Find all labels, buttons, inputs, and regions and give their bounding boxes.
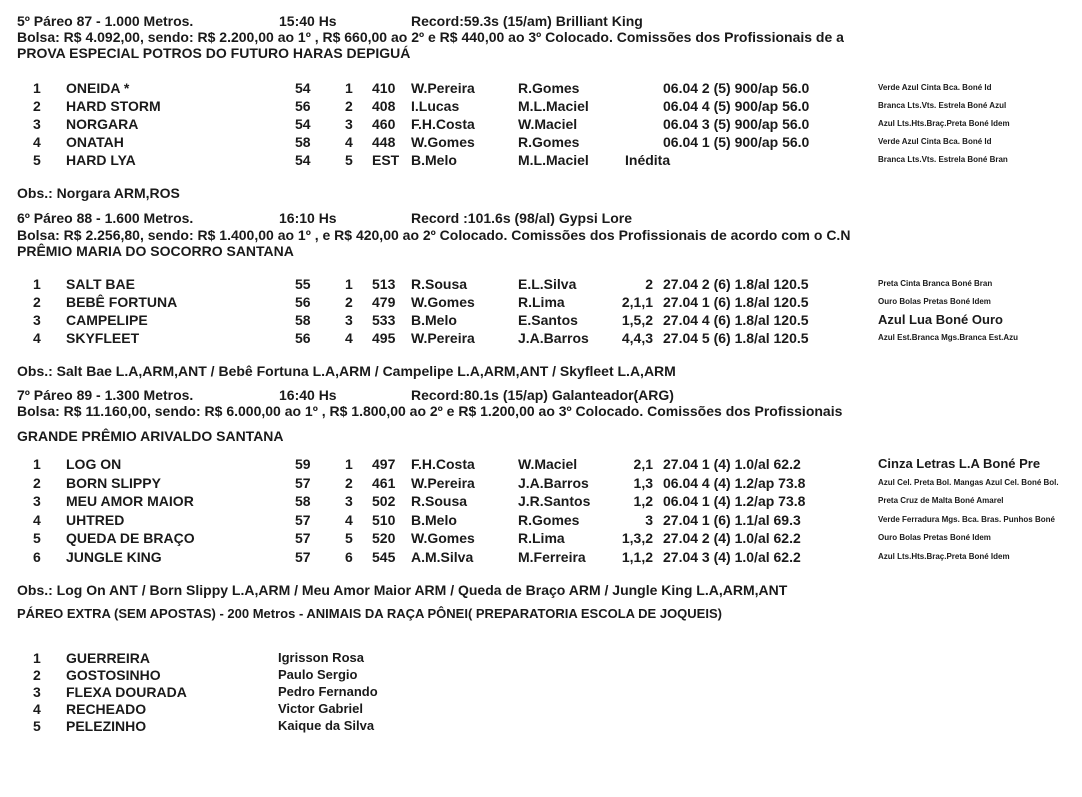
recent-form: 4,4,3	[621, 330, 653, 346]
horse-name: HARD STORM	[66, 98, 161, 114]
recent-form: 1,3,2	[621, 530, 653, 546]
horse-id: 461	[372, 474, 396, 491]
entry-number: 4	[33, 511, 41, 528]
entry-number: 2	[33, 474, 41, 491]
extra-entry-row	[0, 649, 400, 667]
last-race: 27.04 5 (6) 1.8/al 120.5	[663, 330, 809, 346]
jockey-name: I.Lucas	[411, 98, 460, 114]
jockey-name: B.Melo	[411, 152, 457, 168]
post-position: 1	[345, 456, 353, 472]
entry-row	[0, 311, 1082, 329]
race-title: 6º Páreo 88 - 1.600 Metros.	[17, 210, 194, 226]
entry-number: 1	[33, 456, 41, 472]
obs-text: Salt Bae L.A,ARM,ANT / Bebê Fortuna L.A,ARM / Campelipe L.A,ARM,ANT / Skyfleet L.A,ARM	[56, 363, 676, 379]
race-time: 16:10 Hs	[279, 210, 337, 226]
horse-id: 520	[372, 530, 396, 546]
horse-weight: 58	[295, 134, 311, 150]
horse-name: HARD LYA	[66, 152, 136, 168]
horse-weight: 56	[295, 98, 311, 114]
entry-row	[0, 97, 1082, 115]
trainer-name: M.L.Maciel	[518, 152, 589, 168]
horse-name: ONATAH	[66, 134, 124, 150]
horse-id: 497	[372, 456, 396, 472]
race-time: 15:40 Hs	[279, 13, 337, 29]
jockey-name: F.H.Costa	[411, 456, 475, 472]
extra-entry-row	[0, 666, 400, 684]
obs-text: Log On ANT / Born Slippy L.A,ARM / Meu Amor Maior ARM / Queda de Braço ARM / Jungle King L.A,ARM,ANT	[56, 582, 788, 598]
horse-name: FLEXA DOURADA	[66, 684, 187, 700]
jockey-name: W.Pereira	[411, 474, 475, 491]
silks-colors: Azul Lua Boné Ouro	[878, 312, 1003, 327]
jockey-name: R.Sousa	[411, 493, 468, 509]
silks-colors: Preta Cruz de Malta Boné Amarel	[878, 496, 1004, 505]
last-race: 06.04 1 (5) 900/ap 56.0	[663, 134, 810, 150]
entry-row	[0, 329, 1082, 347]
race-header	[17, 13, 643, 29]
trainer-name: R.Lima	[518, 530, 565, 546]
extra-entry-row	[0, 683, 400, 701]
horse-id: 545	[372, 548, 396, 565]
horse-name: UHTRED	[66, 511, 125, 528]
horse-weight: 54	[295, 80, 311, 96]
horse-name: JUNGLE KING	[66, 548, 162, 565]
post-position: 2	[345, 294, 353, 310]
entry-number: 2	[33, 667, 41, 683]
recent-form: 2,1,1	[621, 294, 653, 310]
entry-number: 5	[33, 530, 41, 546]
entry-row	[0, 492, 1082, 510]
jockey-name: W.Pereira	[411, 330, 475, 346]
horse-id: 533	[372, 312, 396, 328]
horse-name: QUEDA DE BRAÇO	[66, 530, 195, 546]
horse-id: 479	[372, 294, 396, 310]
horse-name: GOSTOSINHO	[66, 667, 161, 683]
entry-row	[0, 455, 1082, 473]
recent-form: 1,3	[633, 474, 653, 491]
jockey-name: W.Gomes	[411, 294, 475, 310]
entry-number: 1	[33, 650, 41, 666]
entry-number: 3	[33, 493, 41, 509]
entry-number: 5	[33, 718, 41, 734]
entry-row	[0, 548, 1082, 566]
horse-name: BEBÊ FORTUNA	[66, 294, 178, 310]
race-name: GRANDE PRÊMIO ARIVALDO SANTANA	[17, 428, 284, 444]
horse-weight: 57	[295, 511, 311, 528]
post-position: 3	[345, 493, 353, 509]
extra-race-title: PÁREO EXTRA (SEM APOSTAS) - 200 Metros - ANIMAIS DA RAÇA PÔNEI( PREPARATORIA ESCOLA DE JOQUEIS)	[17, 606, 722, 621]
horse-weight: 58	[295, 312, 311, 328]
horse-id: 410	[372, 80, 396, 96]
trainer-name: W.Maciel	[518, 116, 578, 132]
obs-label: Obs.:	[17, 185, 53, 201]
race-purse: Bolsa: R$ 11.160,00, sendo: R$ 6.000,00 ao 1º , R$ 1.800,00 ao 2º e R$ 1.200,00 ao 3º Colocado. Comissões dos Profissionais	[17, 403, 843, 419]
post-position: 5	[345, 152, 353, 168]
jockey-name: W.Pereira	[411, 80, 475, 96]
recent-form: Inédita	[625, 152, 671, 168]
horse-weight: 57	[295, 548, 311, 565]
horse-weight: 54	[295, 116, 311, 132]
entry-row	[0, 293, 1082, 311]
post-position: 6	[345, 548, 353, 565]
horse-name: BORN SLIPPY	[66, 474, 161, 491]
trainer-name: R.Gomes	[518, 134, 580, 150]
entry-number: 5	[33, 152, 41, 168]
last-race: 27.04 1 (6) 1.8/al 120.5	[663, 294, 809, 310]
horse-name: SALT BAE	[66, 276, 135, 292]
horse-name: GUERREIRA	[66, 650, 151, 666]
entry-row	[0, 474, 1082, 492]
horse-name: LOG ON	[66, 456, 122, 472]
jockey-name: B.Melo	[411, 511, 457, 528]
entry-number: 4	[33, 134, 41, 150]
silks-colors: Verde Azul Cinta Bca. Boné Id	[878, 137, 992, 146]
post-position: 5	[345, 530, 353, 546]
obs-label: Obs.:	[17, 363, 53, 379]
entry-row	[0, 275, 1082, 293]
trainer-name: J.R.Santos	[518, 493, 591, 509]
recent-form: 1,1,2	[621, 548, 653, 565]
post-position: 3	[345, 116, 353, 132]
horse-weight: 56	[295, 294, 311, 310]
horse-name: SKYFLEET	[66, 330, 140, 346]
last-race: 06.04 3 (5) 900/ap 56.0	[663, 116, 810, 132]
horse-weight: 57	[295, 474, 311, 491]
jockey-name: F.H.Costa	[411, 116, 475, 132]
entry-number: 4	[33, 701, 41, 717]
silks-colors: Cinza Letras L.A Boné Pre	[878, 456, 1041, 471]
last-race: 27.04 1 (4) 1.0/al 62.2	[663, 456, 801, 472]
post-position: 1	[345, 80, 353, 96]
trainer-name: J.A.Barros	[518, 474, 589, 491]
last-race: 06.04 1 (4) 1.2/ap 73.8	[663, 493, 806, 509]
race-title: 5º Páreo 87 - 1.000 Metros.	[17, 13, 194, 29]
trainer-name: M.L.Maciel	[518, 98, 589, 114]
race-obs	[17, 582, 787, 598]
post-position: 2	[345, 98, 353, 114]
last-race: 06.04 2 (5) 900/ap 56.0	[663, 80, 810, 96]
jockey-name: A.M.Silva	[411, 548, 474, 565]
race-purse: Bolsa: R$ 2.256,80, sendo: R$ 1.400,00 ao 1º , e R$ 420,00 ao 2º Colocado. Comissões dos Profissionais de acordo com o C.N	[17, 227, 851, 243]
silks-colors: Verde Azul Cinta Bca. Boné Id	[878, 83, 992, 92]
rider-name: Pedro Fernando	[278, 684, 378, 699]
last-race: 06.04 4 (4) 1.2/ap 73.8	[663, 474, 806, 491]
post-position: 1	[345, 276, 353, 292]
horse-name: PELEZINHO	[66, 718, 147, 734]
last-race: 27.04 2 (4) 1.0/al 62.2	[663, 530, 801, 546]
entry-row	[0, 115, 1082, 133]
race-time: 16:40 Hs	[279, 387, 337, 403]
trainer-name: R.Lima	[518, 294, 565, 310]
entry-number: 3	[33, 116, 41, 132]
rider-name: Igrisson Rosa	[278, 650, 364, 665]
entry-row	[0, 79, 1082, 97]
horse-id: 448	[372, 134, 396, 150]
entry-row	[0, 511, 1082, 529]
race-name: PROVA ESPECIAL POTROS DO FUTURO HARAS DEPIGUÁ	[17, 45, 411, 61]
horse-id: 495	[372, 330, 396, 346]
entry-row	[0, 529, 1082, 547]
horse-name: RECHEADO	[66, 701, 147, 717]
race-record: Record :101.6s (98/al) Gypsi Lore	[411, 210, 632, 226]
recent-form: 1,5,2	[621, 312, 653, 328]
silks-colors: Azul Lts.Hts.Braç.Preta Boné Idem	[878, 551, 1010, 561]
race-header	[17, 387, 674, 403]
jockey-name: B.Melo	[411, 312, 457, 328]
race-record: Record:80.1s (15/ap) Galanteador(ARG)	[411, 387, 674, 403]
horse-name: CAMPELIPE	[66, 312, 148, 328]
horse-id: 460	[372, 116, 396, 132]
trainer-name: E.L.Silva	[518, 276, 577, 292]
silks-colors: Branca Lts.Vts. Estrela Boné Azul	[878, 101, 1007, 110]
obs-text: Norgara ARM,ROS	[56, 185, 180, 201]
entry-number: 4	[33, 330, 41, 346]
trainer-name: E.Santos	[518, 312, 578, 328]
horse-id: EST	[372, 152, 400, 168]
entry-number: 2	[33, 294, 41, 310]
horse-weight: 55	[295, 276, 311, 292]
jockey-name: R.Sousa	[411, 276, 468, 292]
last-race: 27.04 4 (6) 1.8/al 120.5	[663, 312, 809, 328]
horse-name: MEU AMOR MAIOR	[66, 493, 194, 509]
horse-id: 513	[372, 276, 396, 292]
horse-weight: 56	[295, 330, 311, 346]
horse-weight: 59	[295, 456, 311, 472]
entry-number: 6	[33, 548, 41, 565]
jockey-name: W.Gomes	[411, 530, 475, 546]
recent-form: 1,2	[633, 493, 653, 509]
last-race: 06.04 4 (5) 900/ap 56.0	[663, 98, 810, 114]
horse-id: 502	[372, 493, 396, 509]
race-name: PRÊMIO MARIA DO SOCORRO SANTANA	[17, 243, 294, 259]
trainer-name: R.Gomes	[518, 80, 580, 96]
post-position: 2	[345, 474, 353, 491]
rider-name: Paulo Sergio	[278, 667, 358, 682]
silks-colors: Preta Cinta Branca Boné Bran	[878, 279, 993, 288]
trainer-name: R.Gomes	[518, 511, 580, 528]
horse-weight: 54	[295, 152, 311, 168]
last-race: 27.04 3 (4) 1.0/al 62.2	[663, 548, 801, 565]
race-title: 7º Páreo 89 - 1.300 Metros.	[17, 387, 194, 403]
post-position: 3	[345, 312, 353, 328]
silks-colors: Branca Lts.Vts. Estrela Boné Bran	[878, 155, 1008, 164]
recent-form: 2,1	[633, 456, 653, 472]
horse-id: 408	[372, 98, 396, 114]
last-race: 27.04 2 (6) 1.8/al 120.5	[663, 276, 809, 292]
entry-number: 3	[33, 312, 41, 328]
entry-number: 3	[33, 684, 41, 700]
entry-number: 1	[33, 276, 41, 292]
entry-number: 2	[33, 98, 41, 114]
horse-weight: 58	[295, 493, 311, 509]
jockey-name: W.Gomes	[411, 134, 475, 150]
post-position: 4	[345, 134, 353, 150]
entry-number: 1	[33, 80, 41, 96]
race-obs	[17, 185, 180, 201]
silks-colors: Ouro Bolas Pretas Boné Idem	[878, 297, 991, 306]
horse-name: NORGARA	[66, 116, 139, 132]
obs-label: Obs.:	[17, 582, 53, 598]
race-header	[17, 210, 632, 226]
silks-colors: Azul Est.Branca Mgs.Branca Est.Azu	[878, 333, 1019, 342]
race-purse: Bolsa: R$ 4.092,00, sendo: R$ 2.200,00 ao 1º , R$ 660,00 ao 2º e R$ 440,00 ao 3º Colocado. Comissões dos Profissionais de a	[17, 29, 844, 45]
recent-form: 2	[645, 276, 653, 292]
silks-colors: Verde Ferradura Mgs. Bca. Bras. Punhos Boné	[878, 514, 1055, 524]
silks-colors: Azul Cel. Preta Bol. Mangas Azul Cel. Boné Bol.	[878, 477, 1059, 487]
silks-colors: Ouro Bolas Pretas Boné Idem	[878, 533, 991, 542]
rider-name: Victor Gabriel	[278, 701, 364, 716]
silks-colors: Azul Lts.Hts.Braç.Preta Boné Idem	[878, 119, 1010, 128]
last-race: 27.04 1 (6) 1.1/al 69.3	[663, 511, 801, 528]
race-record: Record:59.3s (15/am) Brilliant King	[411, 13, 643, 29]
post-position: 4	[345, 330, 353, 346]
rider-name: Kaique da Silva	[278, 718, 375, 733]
recent-form: 3	[645, 511, 653, 528]
race-obs	[17, 363, 676, 379]
horse-weight: 57	[295, 530, 311, 546]
horse-name: ONEIDA *	[66, 80, 130, 96]
entry-row	[0, 151, 1082, 169]
trainer-name: M.Ferreira	[518, 548, 586, 565]
extra-entry-row	[0, 700, 400, 718]
entry-row	[0, 133, 1082, 151]
post-position: 4	[345, 511, 353, 528]
trainer-name: W.Maciel	[518, 456, 578, 472]
extra-entry-row	[0, 717, 400, 735]
trainer-name: J.A.Barros	[518, 330, 589, 346]
horse-id: 510	[372, 511, 396, 528]
